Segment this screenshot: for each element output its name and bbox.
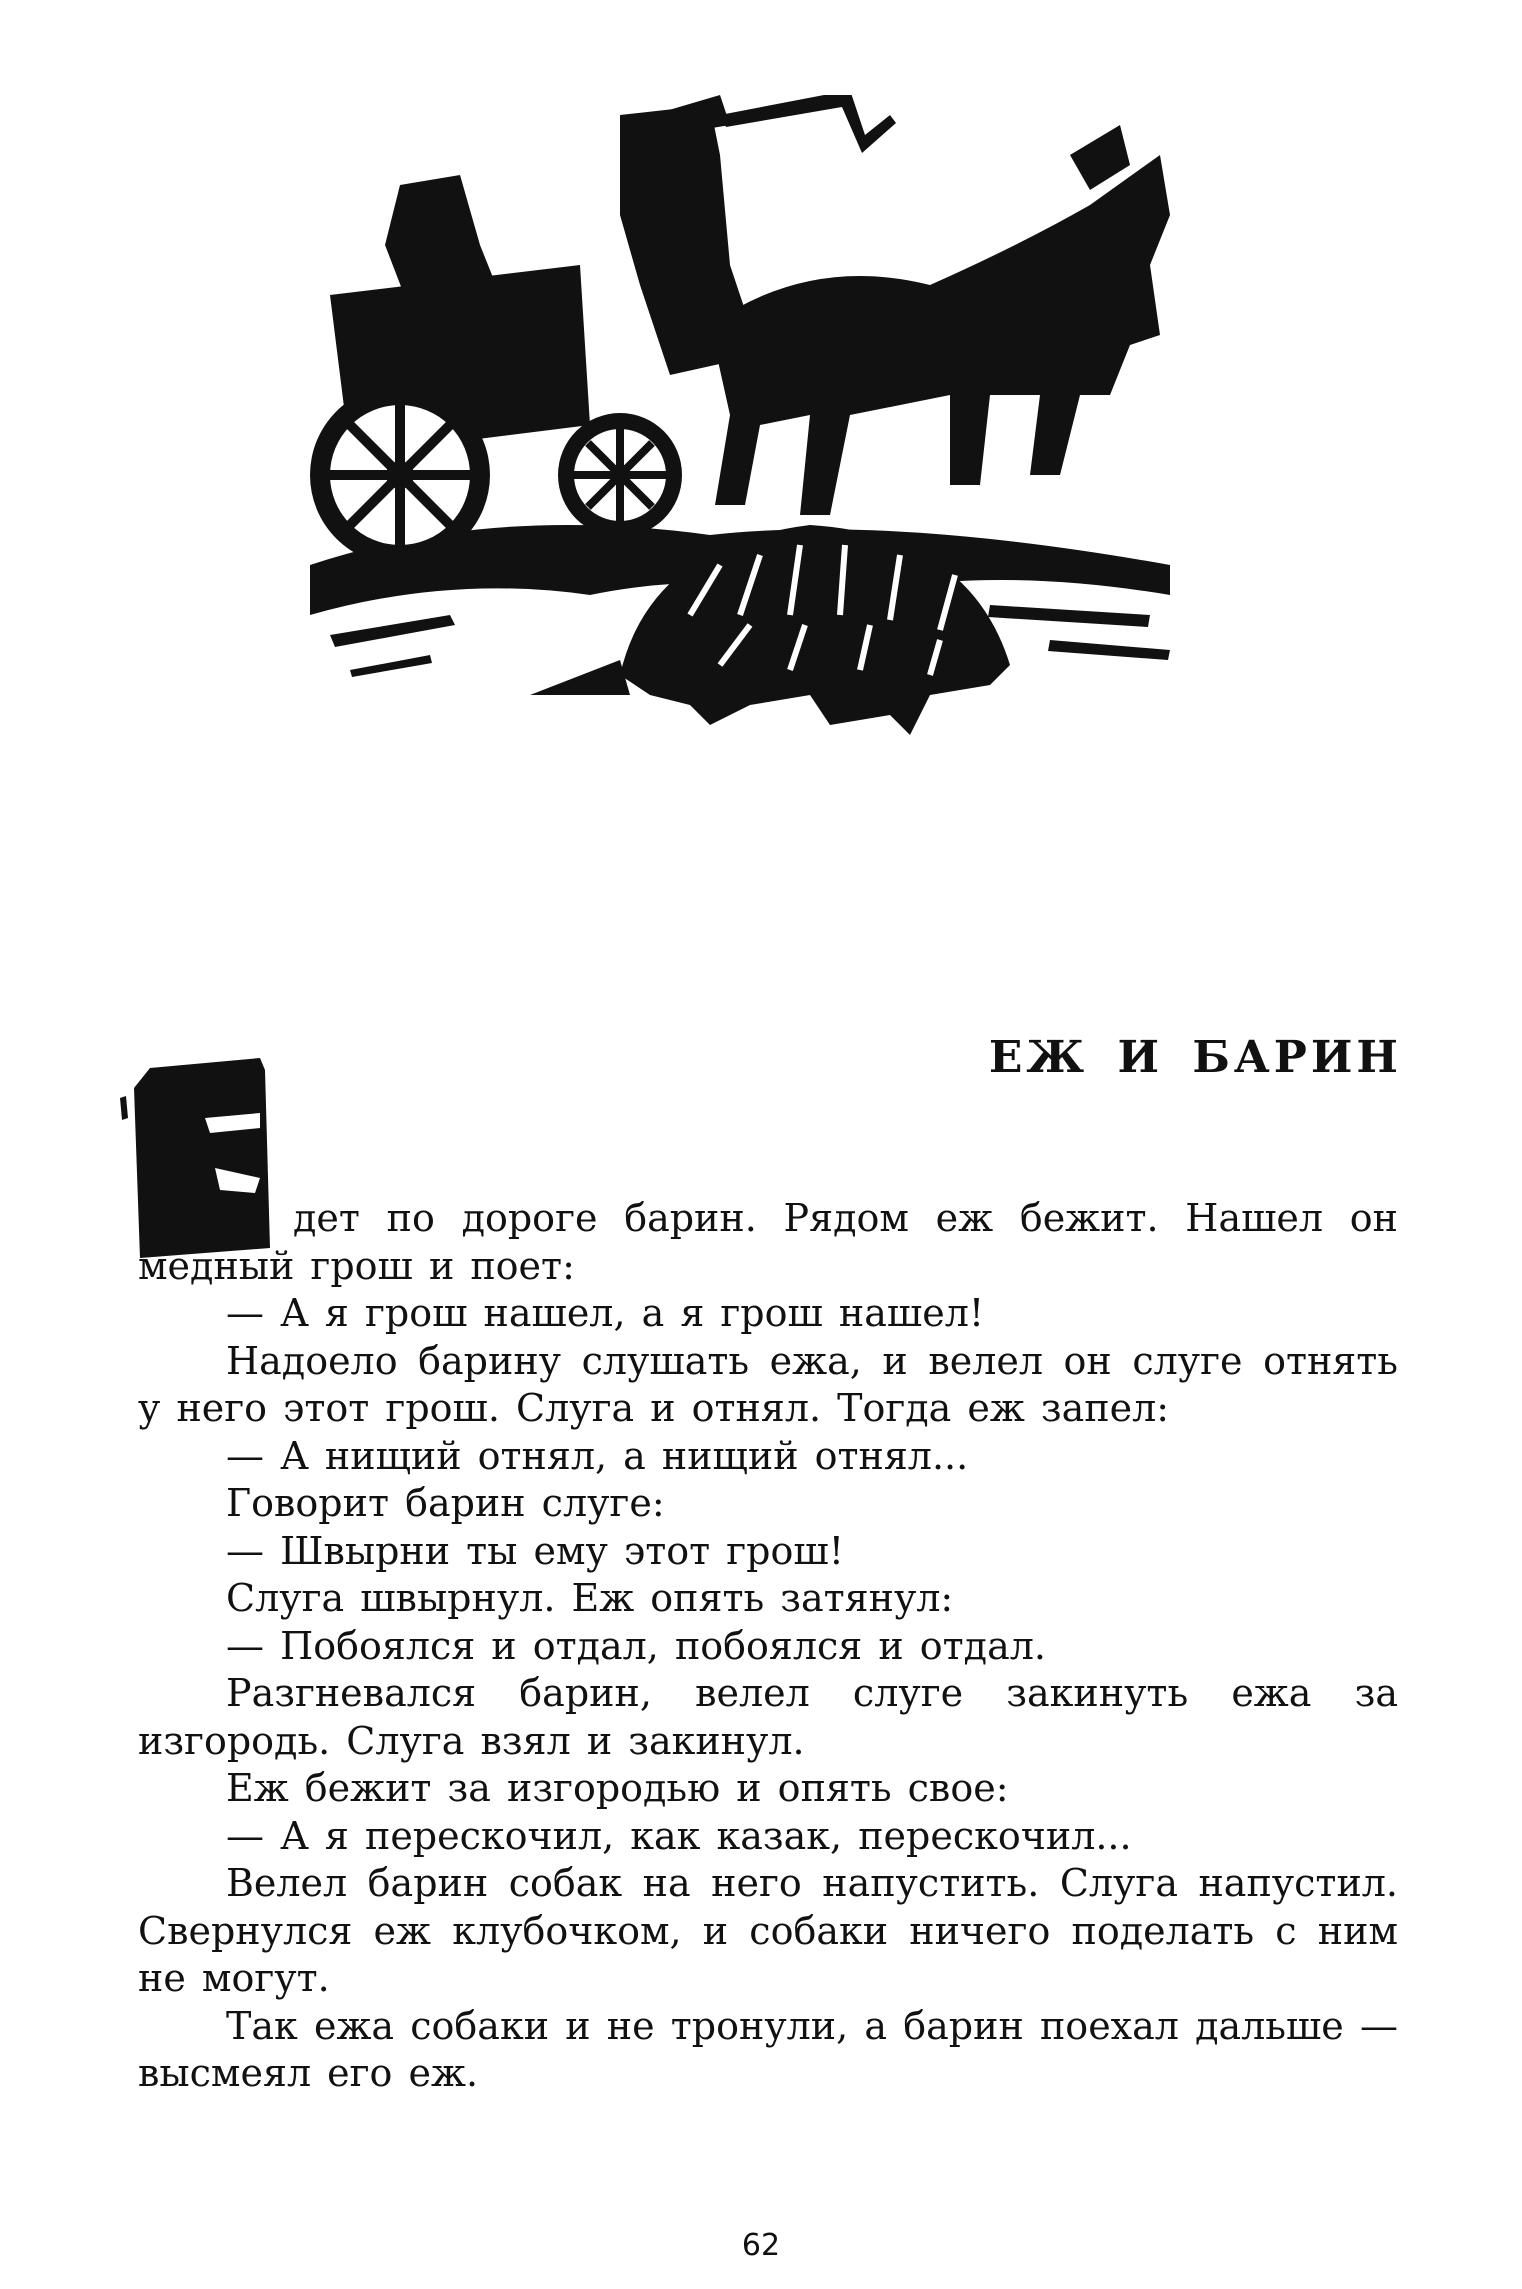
paragraph: Велел барин собак на него напустить. Слуга напустил. Свернулся еж клубочком, и собаки ничего поделать с ним не могут. — [138, 1861, 1398, 2000]
paragraph: — А я грош нашел, а я грош нашел! — [226, 1291, 985, 1335]
woodcut-illustration — [290, 95, 1250, 795]
paragraph: — А нищий отнял, а нищий отнял... — [226, 1433, 969, 1478]
story-title: ЕЖ И БАРИН — [988, 1032, 1402, 1083]
paragraph: дет по дороге барин. Рядом еж бежит. Нашел он медный грош и поет: — [138, 1196, 1398, 1288]
paragraph: Так ежа собаки и не тронули, а барин поехал дальше — высмеял его еж. — [138, 2003, 1398, 2095]
paragraph: — Побоялся и отдал, побоялся и отдал. — [226, 1623, 1046, 1668]
story-text — [138, 1195, 1398, 2098]
paragraph: Говорит барин слуге: — [226, 1481, 665, 1525]
paragraph: Еж бежит за изгородью и опять свое: — [226, 1766, 1009, 1810]
horses — [710, 155, 1170, 515]
svg-text:Е: Е — [200, 1218, 201, 1219]
paragraph: Надоело барину слушать ежа, и велел он слуге отнять у него этот грош. Слуга и отнял. Тогда еж запел: — [138, 1338, 1398, 1430]
paragraph: Разгневался барин, велел слуге закинуть ежа за изгородь. Слуга взял и закинул. — [138, 1671, 1398, 1763]
paragraph: — Швырни ты ему этот грош! — [226, 1528, 844, 1573]
page-number: 62 — [741, 2228, 781, 2263]
paragraph: — А я перескочил, как казак, перескочил... — [226, 1813, 1132, 1858]
passenger — [385, 175, 500, 310]
paragraph: Слуга швырнул. Еж опять затянул: — [226, 1576, 954, 1620]
